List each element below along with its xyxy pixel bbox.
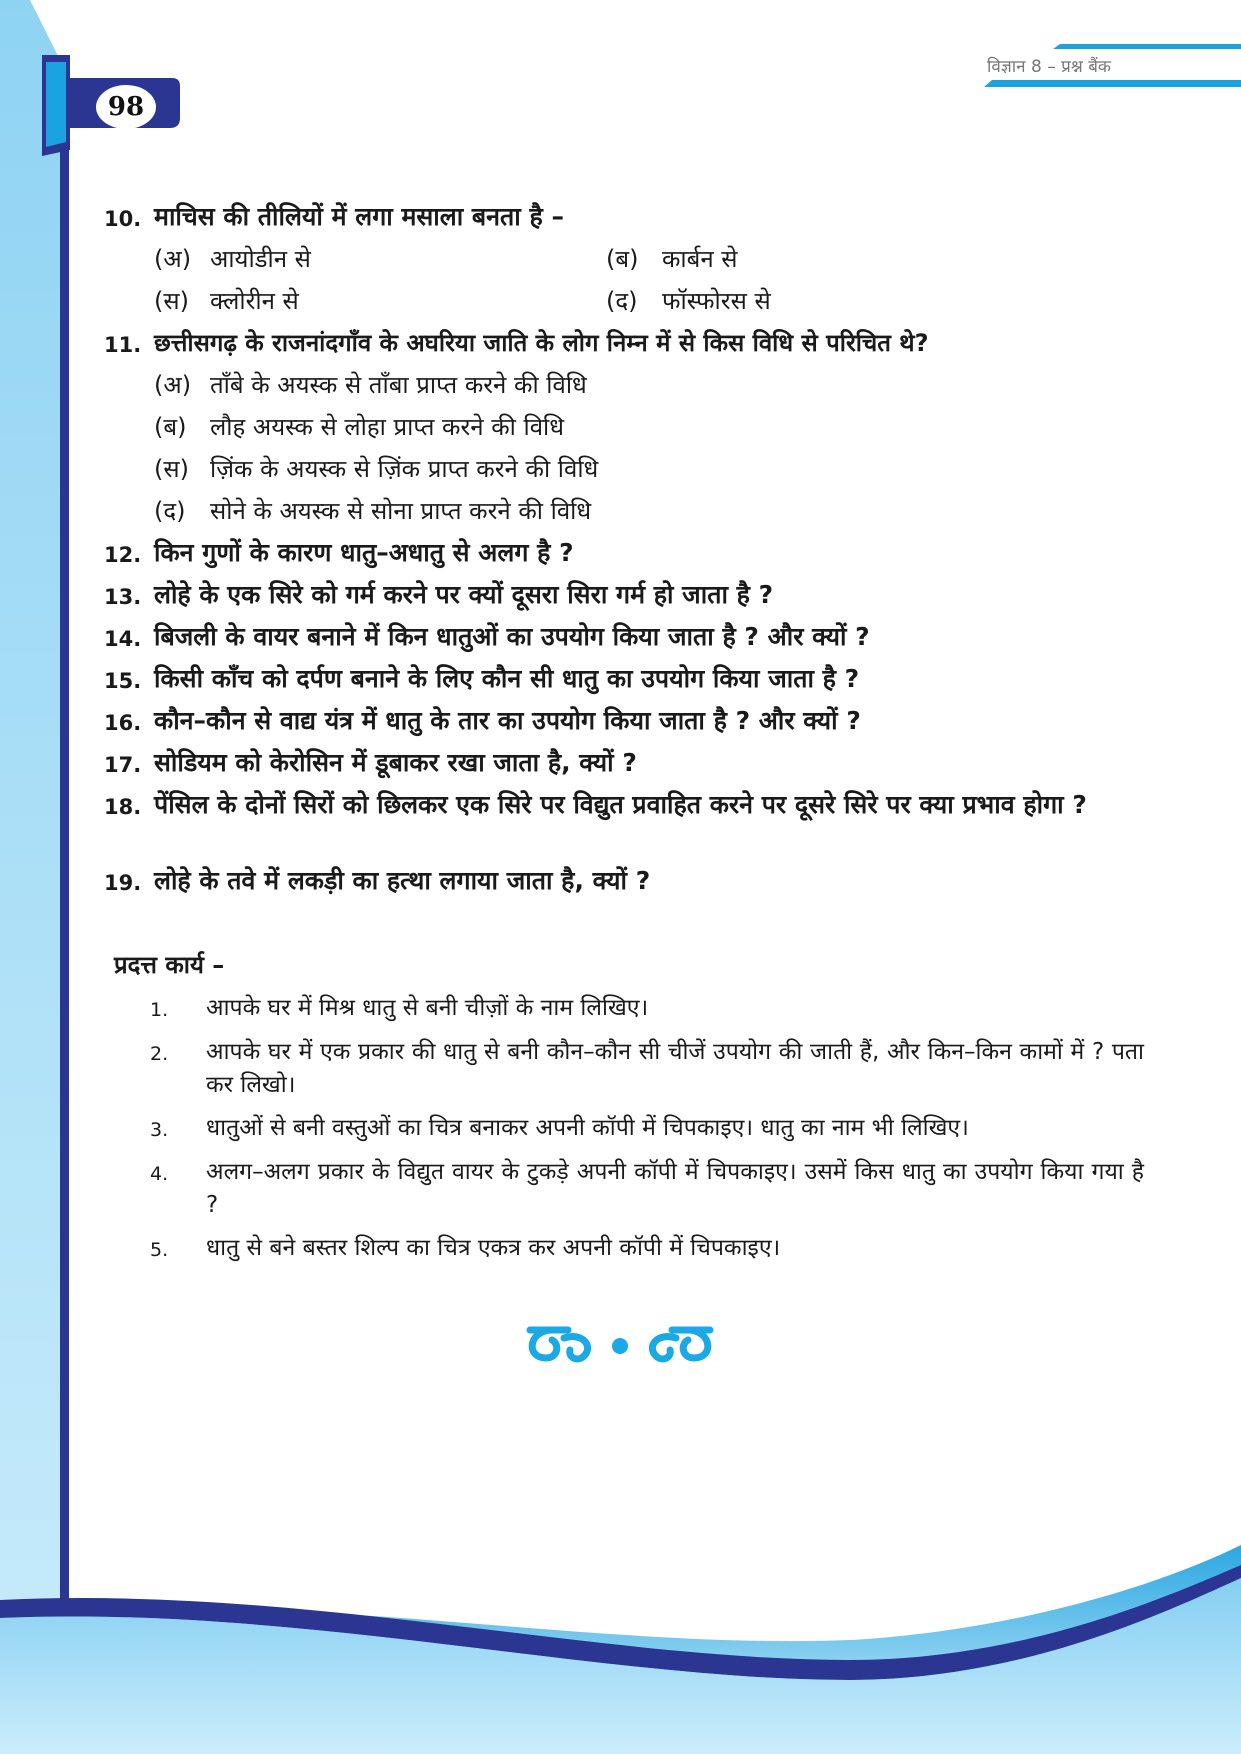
assignment-item bbox=[150, 992, 1144, 1025]
question-16 bbox=[104, 704, 1144, 738]
q11-option-b bbox=[154, 410, 564, 444]
question-number: 14. bbox=[104, 627, 142, 651]
assignment-text: धातु से बने बस्तर शिल्प का चित्र एकत्र कर अपनी कॉपी में चिपकाइए। bbox=[206, 1235, 781, 1261]
question-12 bbox=[104, 536, 1144, 570]
question-19 bbox=[104, 864, 1144, 898]
option-text: फॉस्फोरस से bbox=[662, 287, 771, 315]
question-text: माचिस की तीलियों में लगा मसाला बनता है – bbox=[154, 202, 564, 231]
question-number: 10. bbox=[104, 207, 142, 231]
question-18 bbox=[104, 788, 1144, 822]
question-number: 17. bbox=[104, 753, 142, 777]
question-number: 11. bbox=[104, 333, 142, 357]
option-label: (ब) bbox=[154, 413, 187, 441]
question-text: बिजली के वायर बनाने में किन धातुओं का उपयोग किया जाता है ? और क्यों ? bbox=[154, 622, 870, 651]
question-13 bbox=[104, 578, 1144, 612]
option-text: ज़िंक के अयस्क से ज़िंक प्राप्त करने की विधि bbox=[210, 455, 599, 483]
question-11 bbox=[104, 326, 1144, 360]
question-number: 19. bbox=[104, 871, 142, 895]
option-label: (द) bbox=[154, 497, 186, 525]
option-label: (स) bbox=[154, 455, 189, 483]
option-label: (द) bbox=[606, 287, 638, 315]
header-title: विज्ञान 8 – प्रश्न बैंक bbox=[987, 57, 1111, 77]
end-ornament-icon bbox=[520, 1318, 720, 1368]
question-10 bbox=[104, 200, 1144, 234]
question-15 bbox=[104, 662, 1144, 696]
question-text: लोहे के तवे में लकड़ी का हत्था लगाया जाता है, क्यों ? bbox=[154, 866, 651, 895]
assignment-text: धातुओं से बनी वस्तुओं का चित्र बनाकर अपनी कॉपी में चिपकाइए। धातु का नाम भी लिखिए। bbox=[206, 1115, 969, 1141]
option-label: (अ) bbox=[154, 245, 192, 273]
q10-option-d bbox=[606, 284, 771, 318]
assignment-title: प्रदत्त कार्य – bbox=[114, 951, 225, 979]
assignment-text: आपके घर में मिश्र धातु से बनी चीज़ों के नाम लिखिए। bbox=[206, 995, 649, 1021]
q10-option-a bbox=[154, 242, 311, 276]
question-text: पेंसिल के दोनों सिरों को छिलकर एक सिरे पर विद्युत प्रवाहित करने पर दूसरे सिरे पर क्या प्रभाव होगा ? bbox=[154, 790, 1087, 819]
assignment-number: 5. bbox=[150, 1239, 169, 1261]
option-label: (स) bbox=[154, 287, 189, 315]
question-text: सोडियम को केरोसिन में डूबाकर रखा जाता है, क्यों ? bbox=[154, 748, 637, 777]
question-text: छत्तीसगढ़ के राजनांदगाँव के अघरिया जाति के लोग निम्न में से किस विधि से परिचित थे? bbox=[154, 329, 929, 357]
question-text: लोहे के एक सिरे को गर्म करने पर क्यों दूसरा सिरा गर्म हो जाता है ? bbox=[154, 580, 774, 609]
question-17 bbox=[104, 746, 1144, 780]
q11-option-a bbox=[154, 368, 587, 402]
question-text: कौन–कौन से वाद्य यंत्र में धातु के तार का उपयोग किया जाता है ? और क्यों ? bbox=[154, 706, 861, 735]
q11-option-c bbox=[154, 452, 598, 486]
option-text: लौह अयस्क से लोहा प्राप्त करने की विधि bbox=[210, 413, 565, 441]
q10-option-c bbox=[154, 284, 299, 318]
assignment-number: 3. bbox=[150, 1119, 169, 1141]
page-number: 98 bbox=[107, 92, 145, 122]
option-text: कार्बन से bbox=[662, 245, 738, 273]
question-number: 15. bbox=[104, 669, 142, 693]
assignment-text: अलग–अलग प्रकार के विद्युत वायर के टुकड़े अपनी कॉपी में चिपकाइए। उसमें किस धातु का उपयोग किया गया है ? bbox=[206, 1159, 1144, 1218]
question-text: किसी काँच को दर्पण बनाने के लिए कौन सी धातु का उपयोग किया जाता है ? bbox=[154, 664, 860, 693]
assignment-number: 2. bbox=[150, 1043, 169, 1065]
question-number: 16. bbox=[104, 711, 142, 735]
assignment-number: 4. bbox=[150, 1163, 169, 1185]
assignment-item bbox=[150, 1112, 1144, 1145]
q10-option-b bbox=[606, 242, 738, 276]
option-text: क्लोरीन से bbox=[210, 287, 299, 315]
question-number: 18. bbox=[104, 795, 142, 819]
assignment-item bbox=[150, 1156, 1144, 1222]
assignment-number: 1. bbox=[150, 999, 169, 1021]
option-text: आयोडीन से bbox=[210, 245, 311, 273]
assignment-text: आपके घर में एक प्रकार की धातु से बनी कौन–कौन सी चीजें उपयोग की जाती हैं, और किन–किन कामों में ? पता कर लिखो। bbox=[206, 1039, 1144, 1098]
option-text: ताँबे के अयस्क से ताँबा प्राप्त करने की विधि bbox=[210, 371, 587, 399]
question-text: किन गुणों के कारण धातु–अधातु से अलग है ? bbox=[154, 538, 574, 567]
question-number: 13. bbox=[104, 585, 142, 609]
assignment-item bbox=[150, 1036, 1144, 1102]
option-label: (ब) bbox=[606, 245, 639, 273]
option-text: सोने के अयस्क से सोना प्राप्त करने की विधि bbox=[210, 497, 592, 525]
q11-option-d bbox=[154, 494, 591, 528]
assignment-item bbox=[150, 1232, 1144, 1265]
option-label: (अ) bbox=[154, 371, 192, 399]
question-14 bbox=[104, 620, 1144, 654]
question-number: 12. bbox=[104, 543, 142, 567]
